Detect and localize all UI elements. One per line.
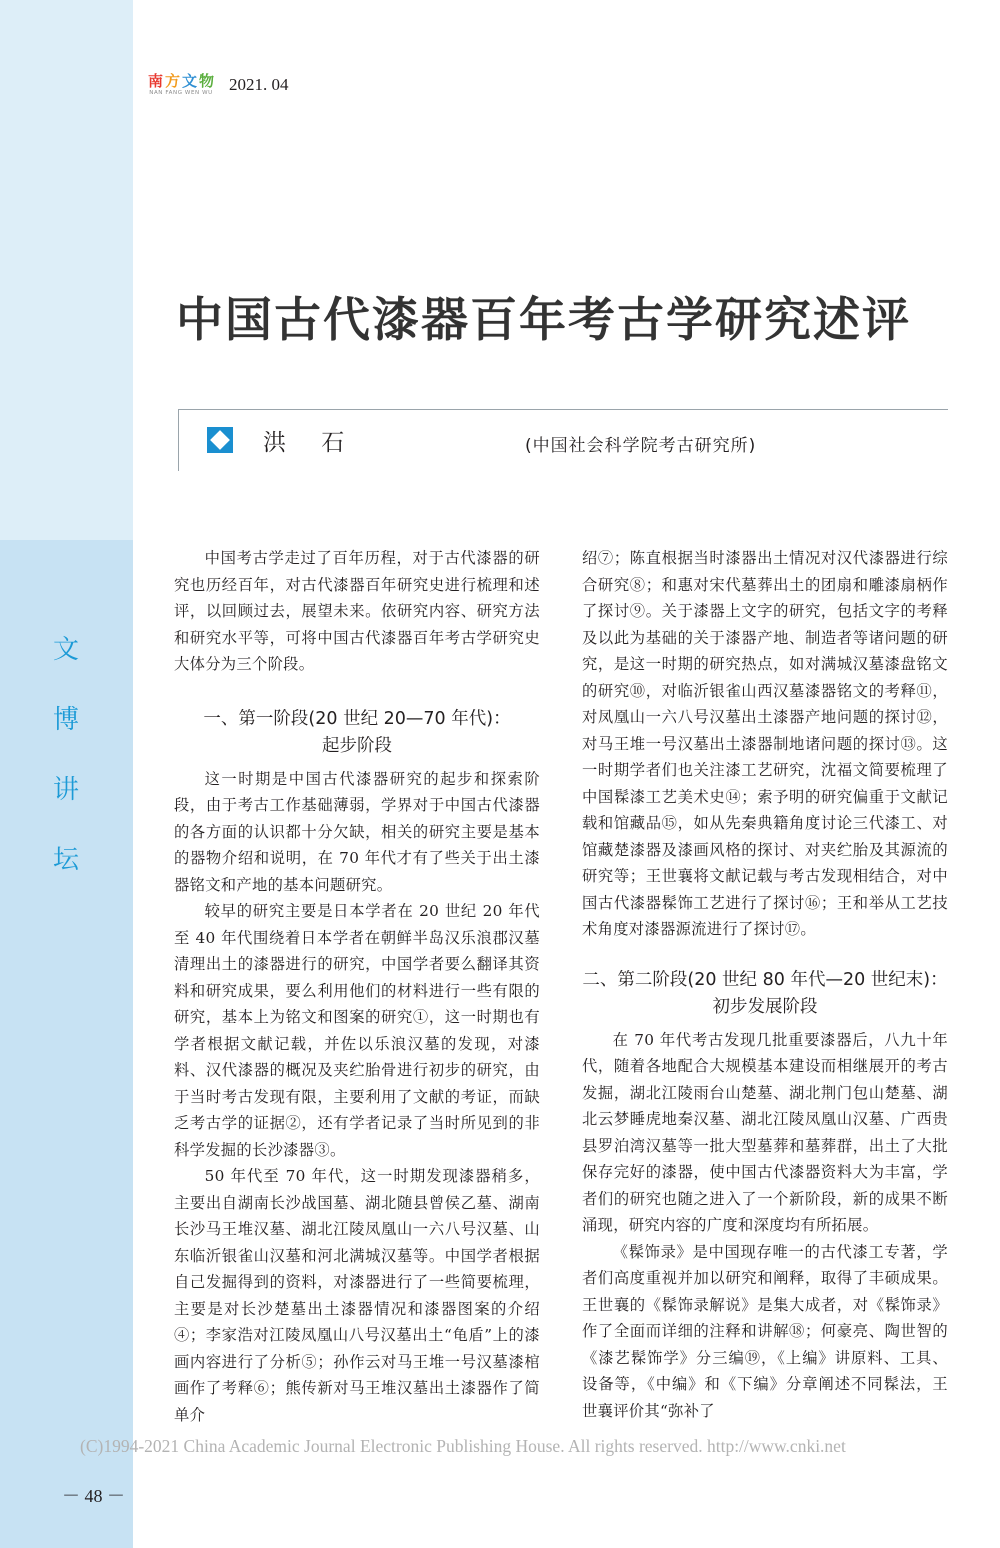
copyright-footer: (C)1994-2021 China Academic Journal Electronic Publishing House. All rights reserved. http://www.cnki.net <box>80 1436 846 1456</box>
journal-header <box>143 70 289 100</box>
author-affiliation: (中国社会科学院考古研究所) <box>525 436 757 456</box>
body-paragraph: 《髹饰录》是中国现存唯一的古代漆工专著，学者们高度重视并加以研究和阐释，取得了丰硕成果。王世襄的《髹饰录解说》是集大成者，对《髹饰录》作了全面而详细的注释和讲解⑱；何豪亮、陶世智的《漆艺髹饰学》分三编⑲，《上编》讲原料、工具、设备等，《中编》和《下编》分章阐述不同髹法，王世襄评价其“弥补了 <box>582 1242 948 1420</box>
body-paragraph: 较早的研究主要是日本学者在 20 世纪 20 年代至 40 年代围绕着日本学者在朝鲜半岛汉乐浪郡汉墓清理出土的漆器进行的研究，中国学者要么翻译其资料和研究成果，要么利用他们的材料进行一些有限的研究，基本上为铭文和图案的研究①，这一时期也有学者根据文献记载，并佐以乐浪汉墓的发现，对漆料、汉代漆器的概况及夹纻胎骨进行初步的研究，由于当时考古发现有限，主要利用了文献的考证，而缺乏考古学的证据②，还有学者记录了当时所见到的非科学发掘的长沙漆器③。 <box>174 902 540 1159</box>
author-name: 洪 石 <box>263 430 359 456</box>
section-label-char: 博 <box>52 705 79 735</box>
issue-number: 2021. 04 <box>229 75 289 94</box>
section-heading-1-line1: 一、第一阶段(20 世纪 20—70 年代)： <box>203 708 511 729</box>
logo-pinyin: NAN FANG WEN WU <box>149 90 213 96</box>
right-column <box>582 545 948 1424</box>
section-label <box>44 628 88 908</box>
body-paragraph: 在 70 年代考古发现几批重要漆器后，八九十年代，随着各地配合大规模基本建设而相继展开的考古发掘，湖北江陵雨台山楚墓、湖北荆门包山楚墓、湖北云梦睡虎地秦汉墓、湖北江陵凤凰山汉墓、广西贵县罗泊湾汉墓等一批大型墓葬和墓葬群，出土了大批保存完好的漆器，使中国古代漆器资料大为丰富，学者们的研究也随之进入了一个新阶段，新的成果不断涌现，研究内容的广度和深度均有所拓展。 <box>582 1030 948 1234</box>
page-number: － 48 － <box>62 1486 125 1506</box>
byline-top-rule <box>178 409 948 410</box>
logo-char: 南 <box>147 72 163 90</box>
journal-logo <box>143 73 219 97</box>
section-label-char: 坛 <box>52 845 79 875</box>
section-heading-1-line2: 起步阶段 <box>322 735 392 756</box>
sidebar-top-band <box>0 0 133 540</box>
logo-char: 方 <box>164 72 180 90</box>
section-label-char: 文 <box>52 635 79 665</box>
body-paragraph: 50 年代至 70 年代，这一时期发现漆器稍多，主要出自湖南长沙战国墓、湖北随县曾侯乙墓、湖南长沙马王堆汉墓、湖北江陵凤凰山一六八号汉墓、山东临沂银雀山汉墓和河北满城汉墓等。中国学者根据自己发掘得到的资料，对漆器进行了一些简要梳理，主要是对长沙楚墓出土漆器情况和漆器图案的介绍④；李家浩对江陵凤凰山八号汉墓出土“龟盾”上的漆画内容进行了分析⑤；孙作云对马王堆一号汉墓漆棺画作了考释⑥；熊传新对马王堆汉墓出土漆器作了简单介 <box>174 1167 540 1424</box>
logo-chars <box>148 73 214 90</box>
diamond-icon <box>207 427 233 453</box>
intro-paragraph: 中国考古学走过了百年历程，对于古代漆器的研究也历经百年，对古代漆器百年研究史进行梳理和述评，以回顾过去，展望未来。依研究内容、研究方法和研究水平等，可将中国古代漆器百年考古学研究史大体分为三个阶段。 <box>174 549 540 673</box>
left-column <box>174 545 540 1428</box>
section-heading-2-line1: 二、第二阶段(20 世纪 80 年代—20 世纪末)： <box>582 969 948 990</box>
section-label-char: 讲 <box>52 775 79 805</box>
byline-left-rule <box>178 409 179 471</box>
body-paragraph: 这一时期是中国古代漆器研究的起步和探索阶段，由于考古工作基础薄弱，学界对于中国古代漆器的各方面的认识都十分欠缺，相关的研究主要是基本的器物介绍和说明，在 70 年代才有了些关于出土漆器铭文和产地的基本问题研究。 <box>174 769 540 894</box>
logo-char: 文 <box>182 72 198 90</box>
section-heading-1 <box>174 706 540 760</box>
section-heading-2 <box>582 967 948 1021</box>
logo-char: 物 <box>199 72 215 90</box>
continued-paragraph: 绍⑦；陈直根据当时漆器出土情况对汉代漆器进行综合研究⑧；和惠对宋代墓葬出土的团扇和雕漆扇柄作了探讨⑨。关于漆器上文字的研究，包括文字的考释及以此为基础的关于漆器产地、制造者等诸问题的研究，是这一时期的研究热点，如对满城汉墓漆盘铭文的研究⑩，对临沂银雀山西汉墓漆器铭文的考释⑪，对凤凰山一六八号汉墓出土漆器产地问题的探讨⑫，对马王堆一号汉墓出土漆器制地诸问题的探讨⑬。这一时期学者们也关注漆工艺研究，沈福文简要梳理了中国髹漆工艺美术史⑭；索予明的研究偏重于文献记载和馆藏品⑮，如从先秦典籍角度讨论三代漆工、对馆藏楚漆器及漆画风格的探讨、对夹纻胎及其源流的研究等；王世襄将文献记载与考古发现相结合，对中国古代漆器髹饰工艺进行了探讨⑯；王和举从工艺技术角度对漆器源流进行了探讨⑰。 <box>582 549 948 938</box>
article-title: 中国古代漆器百年考古学研究述评 <box>176 293 911 348</box>
section-heading-2-line2: 初步发展阶段 <box>712 996 818 1017</box>
